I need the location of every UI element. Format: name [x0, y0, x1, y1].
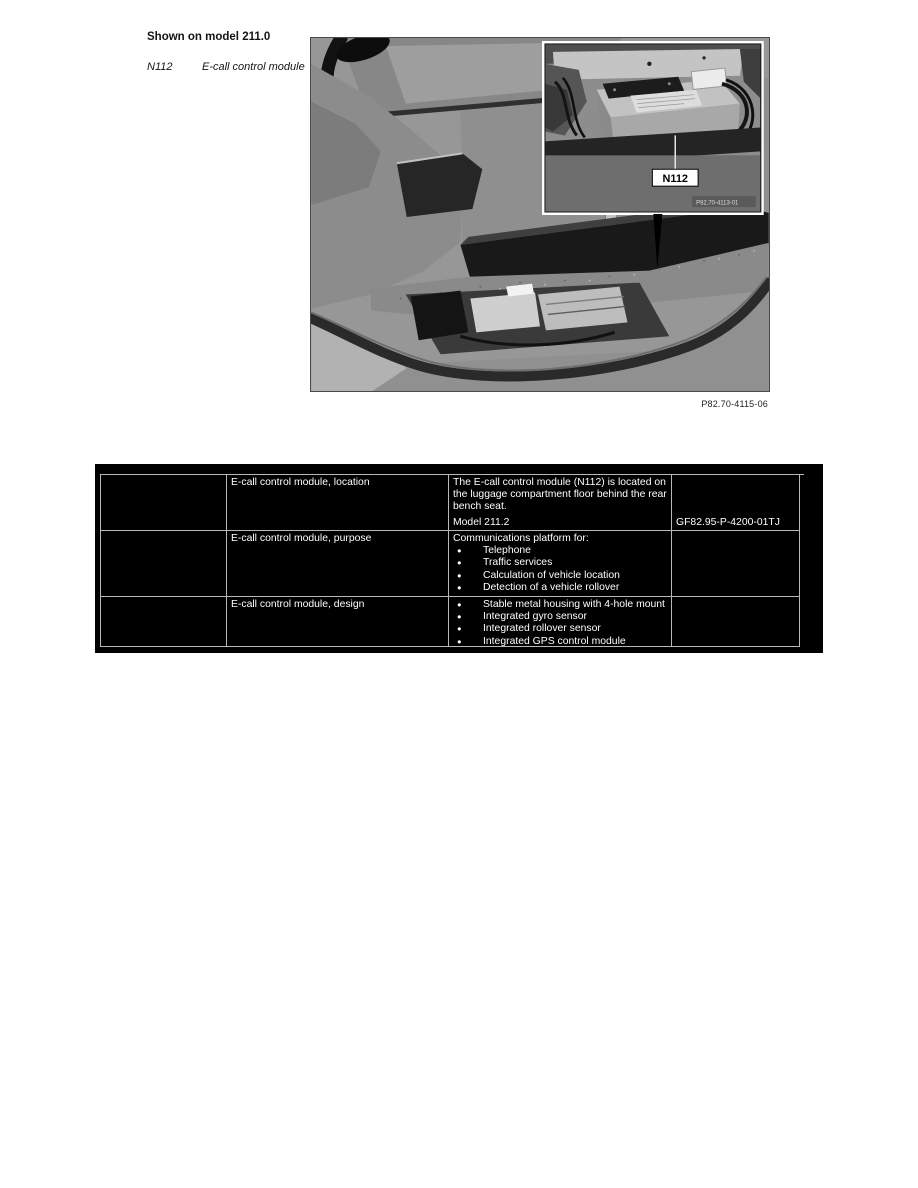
bullet-icon: ●	[457, 546, 462, 556]
component-label: E-call control module	[202, 61, 305, 73]
cell-description-location	[449, 475, 672, 531]
cell-empty-1	[101, 475, 227, 531]
bullet-icon: ●	[457, 570, 462, 580]
trunk-photo-illustration	[311, 38, 769, 391]
bracket-bolt	[613, 88, 616, 91]
compartment-box-dark	[411, 291, 469, 341]
bullet-item	[453, 557, 667, 569]
module-box-1	[470, 293, 540, 333]
figure-caption: P82.70-4115-06	[701, 399, 768, 409]
n112-label: N112	[662, 173, 688, 186]
cell-empty-2	[101, 531, 227, 597]
design-bullets	[453, 599, 667, 647]
bullet-item	[453, 570, 667, 582]
bullet-item	[453, 545, 667, 557]
white-connector	[691, 68, 726, 89]
purpose-bullets	[453, 545, 667, 594]
cell-topic-purpose: E-call control module, purpose	[227, 531, 449, 597]
bullet-icon: ●	[457, 636, 462, 646]
spec-table-grid	[100, 474, 804, 647]
bullet-label: Integrated gyro sensor	[483, 611, 587, 623]
spec-table	[95, 464, 823, 653]
bullet-label: Integrated GPS control module	[483, 635, 626, 647]
cell-topic-location: E-call control module, location	[227, 475, 449, 531]
side-cutout	[397, 153, 483, 217]
bullet-icon: ●	[457, 558, 462, 568]
cell-description-purpose	[449, 531, 672, 597]
bullet-label: Traffic services	[483, 557, 553, 569]
bullet-label: Telephone	[483, 545, 531, 557]
cell-doc-ref	[672, 475, 800, 531]
bullet-item	[453, 623, 667, 635]
bullet-label: Detection of a vehicle rollover	[483, 581, 620, 593]
location-description: The E-call control module (N112) is located on the luggage compartment floor behind the rear bench seat.	[453, 477, 667, 513]
bullet-label: Stable metal housing with 4-hole mount	[483, 599, 665, 610]
bullet-icon: ●	[457, 600, 462, 609]
component-code: N112	[147, 61, 173, 73]
inset-screw2	[702, 56, 705, 59]
cell-description-design	[449, 597, 672, 647]
page-title: Shown on model 211.0	[147, 31, 271, 43]
cell-empty-3	[101, 597, 227, 647]
inset-screw	[647, 62, 651, 66]
bullet-label: Integrated rollover sensor	[483, 623, 601, 635]
cell-topic-design: E-call control module, design	[227, 597, 449, 647]
bullet-item	[453, 636, 667, 647]
bullet-item	[453, 611, 667, 623]
inset-caption: P82.70-4113-01	[696, 200, 739, 207]
component-legend	[147, 61, 305, 73]
location-model: Model 211.2	[453, 516, 510, 528]
cell-ref-empty-2	[672, 531, 800, 597]
bullet-item	[453, 582, 667, 594]
bullet-icon: ●	[457, 582, 462, 592]
inset-photo	[542, 41, 764, 215]
bracket-bolt2	[668, 82, 671, 85]
doc-ref: GF82.95-P-4200-01TJ	[676, 516, 780, 528]
bullet-icon: ●	[457, 624, 462, 634]
trunk-photo-figure	[310, 37, 770, 392]
purpose-lead: Communications platform for:	[453, 533, 589, 544]
bullet-label: Calculation of vehicle location	[483, 569, 620, 581]
bullet-item	[453, 599, 667, 611]
cell-ref-empty-3	[672, 597, 800, 647]
bullet-icon: ●	[457, 612, 462, 622]
